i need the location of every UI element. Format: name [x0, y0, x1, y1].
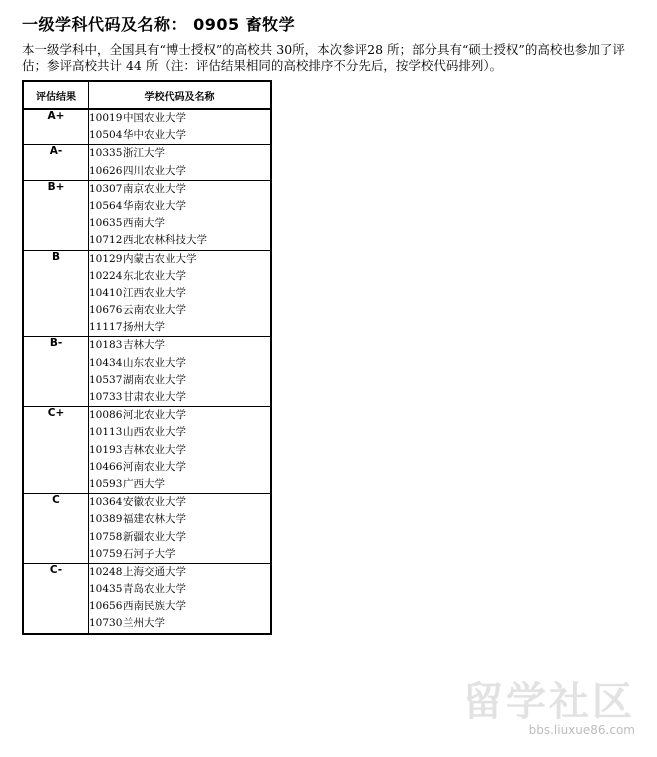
school-entry — [89, 319, 270, 336]
grade-cell: C — [23, 494, 89, 564]
school-name: 吉林农业大学 — [123, 443, 186, 456]
school-code: 10635 — [89, 217, 123, 230]
school-name: 山东农业大学 — [123, 356, 186, 369]
header-grade: 评估结果 — [23, 81, 89, 109]
school-name: 云南农业大学 — [123, 304, 186, 317]
school-code: 10758 — [89, 530, 123, 543]
school-code: 10389 — [89, 513, 123, 526]
school-name: 华南农业大学 — [123, 199, 186, 212]
school-entry — [89, 372, 270, 389]
header-school: 学校代码及名称 — [89, 81, 272, 109]
school-entry — [89, 581, 270, 598]
table-row — [23, 407, 271, 494]
school-code: 10466 — [89, 460, 123, 473]
school-name: 西南民族大学 — [123, 600, 186, 613]
school-code: 10564 — [89, 199, 123, 212]
grade-cell: C+ — [23, 407, 89, 494]
school-code: 10193 — [89, 443, 123, 456]
school-entry — [89, 546, 270, 563]
school-code: 10593 — [89, 477, 123, 490]
table-row — [23, 145, 271, 180]
school-entry — [89, 389, 270, 406]
school-name: 西北农林科技大学 — [123, 234, 207, 247]
school-list-cell — [89, 337, 272, 407]
school-code: 10733 — [89, 391, 123, 403]
school-entry — [89, 476, 270, 493]
school-code: 10434 — [89, 356, 123, 369]
school-name: 安徽农业大学 — [123, 496, 186, 509]
school-code: 10435 — [89, 583, 123, 596]
watermark — [463, 681, 635, 737]
school-entry — [89, 232, 270, 249]
school-code: 10019 — [89, 112, 123, 124]
school-code: 10676 — [89, 304, 123, 317]
watermark-url: bbs.liuxue86.com — [528, 723, 635, 737]
school-list-cell — [89, 180, 272, 250]
school-code: 10410 — [89, 286, 123, 299]
school-list-cell — [89, 494, 272, 564]
school-entry — [89, 302, 270, 319]
table-row — [23, 250, 271, 337]
school-entry — [89, 285, 270, 302]
school-code: 10626 — [89, 164, 123, 177]
school-name: 广西大学 — [123, 477, 165, 490]
school-entry — [89, 145, 270, 162]
school-code: 10504 — [89, 129, 123, 142]
school-name: 福建农林大学 — [123, 513, 186, 526]
table-row — [23, 109, 271, 145]
school-entry — [89, 494, 270, 511]
school-name: 华中农业大学 — [123, 129, 186, 142]
school-name: 西南大学 — [123, 217, 165, 230]
grade-cell: A- — [23, 145, 89, 180]
school-entry — [89, 251, 270, 268]
school-entry — [89, 424, 270, 441]
school-list-cell — [89, 109, 272, 145]
school-list-cell — [89, 145, 272, 180]
school-code: 10129 — [89, 252, 123, 265]
grade-cell: B — [23, 250, 89, 337]
school-name: 新疆农业大学 — [123, 530, 186, 543]
grade-cell: A+ — [23, 109, 89, 145]
school-name: 石河子大学 — [123, 547, 176, 560]
school-code: 10364 — [89, 496, 123, 509]
school-entry — [89, 198, 270, 215]
school-code: 10730 — [89, 617, 123, 630]
school-entry — [89, 459, 270, 476]
page-title: 一级学科代码及名称： 0905 畜牧学 — [22, 15, 296, 34]
school-name: 湖南农业大学 — [123, 373, 186, 386]
school-list-cell — [89, 407, 272, 494]
school-entry — [89, 215, 270, 232]
grade-cell: B- — [23, 337, 89, 407]
school-code: 10759 — [89, 547, 123, 560]
school-entry — [89, 127, 270, 144]
school-name: 内蒙古农业大学 — [123, 252, 197, 265]
intro-paragraph: 本一级学科中，全国具有“博士授权”的高校共 30所，本次参评28 所；部分具有“硕士授权”的高校也参加了评估；参评高校共计 44 所（注：评估结果相同的高校排序不分先后，按学校代码排列）。 — [22, 42, 625, 73]
school-code: 10086 — [89, 409, 123, 422]
school-entry — [89, 529, 270, 546]
school-name: 河北农业大学 — [123, 409, 186, 422]
table-row — [23, 563, 271, 633]
school-code: 10335 — [89, 147, 123, 160]
school-code: 11117 — [89, 321, 123, 334]
school-entry — [89, 355, 270, 372]
school-list-cell — [89, 250, 272, 337]
school-code: 10712 — [89, 234, 123, 247]
table-row — [23, 337, 271, 407]
school-name: 东北农业大学 — [123, 269, 186, 282]
school-entry — [89, 407, 270, 424]
school-entry — [89, 615, 270, 632]
evaluation-table — [22, 80, 272, 635]
school-code: 10248 — [89, 565, 123, 578]
school-entry — [89, 110, 270, 127]
school-entry — [89, 564, 270, 581]
school-name: 江西农业大学 — [123, 286, 186, 299]
school-name: 河南农业大学 — [123, 460, 186, 473]
school-name: 山西农业大学 — [123, 426, 186, 439]
school-name: 吉林大学 — [123, 339, 165, 352]
school-code: 10224 — [89, 269, 123, 282]
school-entry — [89, 442, 270, 459]
grade-cell: B+ — [23, 180, 89, 250]
school-name: 青岛农业大学 — [123, 583, 186, 596]
school-code: 10113 — [89, 426, 123, 439]
school-name: 四川农业大学 — [123, 164, 186, 177]
school-entry — [89, 268, 270, 285]
table-body — [23, 109, 271, 634]
school-entry — [89, 337, 270, 354]
school-code: 10183 — [89, 339, 123, 352]
school-name: 甘肃农业大学 — [123, 391, 186, 403]
school-name: 南京农业大学 — [123, 182, 186, 195]
school-name: 上海交通大学 — [123, 565, 186, 578]
table-row — [23, 494, 271, 564]
school-code: 10656 — [89, 600, 123, 613]
watermark-logo-text: 留学社区 — [463, 679, 635, 725]
school-code: 10307 — [89, 182, 123, 195]
school-name: 浙江大学 — [123, 147, 165, 160]
school-name: 中国农业大学 — [123, 112, 186, 124]
school-entry — [89, 181, 270, 198]
school-entry — [89, 163, 270, 180]
table-row — [23, 180, 271, 250]
grade-cell: C- — [23, 563, 89, 633]
school-name: 兰州大学 — [123, 617, 165, 630]
school-name: 扬州大学 — [123, 321, 165, 334]
school-entry — [89, 598, 270, 615]
school-code: 10537 — [89, 373, 123, 386]
table-header-row — [23, 81, 271, 109]
school-entry — [89, 511, 270, 528]
school-list-cell — [89, 563, 272, 633]
